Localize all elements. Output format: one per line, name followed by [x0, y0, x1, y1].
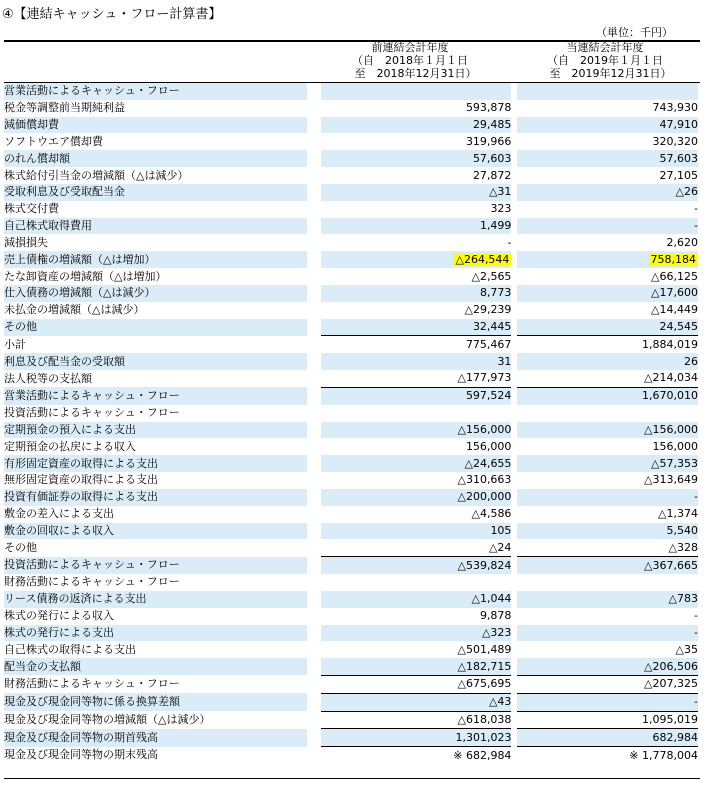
column-gap	[307, 405, 321, 422]
current-period-value: 1,670,010	[517, 387, 698, 404]
prev-period-value	[321, 83, 512, 100]
row-label: 自己株式の取得による支出	[4, 642, 136, 656]
table-row	[4, 591, 698, 608]
column-gap	[307, 302, 321, 319]
prev-period-value: △177,973	[457, 371, 512, 385]
row-label: 敷金の差入による支出	[4, 507, 114, 521]
table-row	[4, 336, 698, 353]
row-label: 定期預金の預入による支出	[4, 422, 307, 439]
current-period-value: -	[694, 202, 698, 216]
current-period-value: 1,884,019	[517, 336, 698, 353]
column-gap	[307, 353, 321, 370]
prev-period-value: △2,565	[471, 269, 512, 283]
prev-period-value: △4,586	[471, 507, 512, 521]
current-period-value: -	[517, 625, 698, 642]
column-gap	[307, 234, 321, 251]
prev-period-value: △43	[321, 693, 512, 711]
row-label: 定期預金の払戻による収入	[4, 439, 136, 453]
current-period-value: 156,000	[652, 439, 698, 453]
prev-period-value: 8,773	[321, 285, 512, 302]
table-row	[4, 422, 698, 439]
row-label: その他	[4, 319, 307, 336]
current-period-value: 743,930	[652, 101, 698, 115]
column-gap	[307, 387, 321, 404]
row-label: のれん償却額	[4, 150, 307, 167]
current-period-value	[517, 574, 698, 591]
table-row	[4, 150, 698, 167]
column-gap	[307, 747, 321, 764]
column-gap	[307, 489, 321, 506]
prev-period-value: 9,878	[479, 609, 512, 623]
current-period-value: △17,600	[517, 285, 698, 302]
table-row	[4, 167, 698, 184]
table-row	[4, 557, 698, 574]
table-row	[4, 133, 698, 150]
row-label: 減価償却費	[4, 117, 307, 134]
column-gap	[307, 218, 321, 235]
prev-period-value: △29,239	[464, 303, 512, 317]
row-label: 現金及び現金同等物に係る換算差額	[4, 693, 307, 711]
row-label: 売上債権の増減額（△は増加）	[4, 251, 307, 268]
column-gap	[307, 319, 321, 336]
prev-period-value: △200,000	[321, 489, 512, 506]
row-label: 財務活動によるキャッシュ・フロー	[4, 575, 180, 589]
column-gap	[307, 574, 321, 591]
row-label: 未払金の増減額（△は減少）	[4, 303, 145, 317]
column-gap	[307, 167, 321, 184]
prev-period-value: 1,499	[321, 218, 512, 235]
table-row	[4, 83, 698, 100]
current-period-value: △214,034	[644, 371, 698, 385]
column-gap	[307, 438, 321, 455]
table-row	[4, 506, 698, 523]
column-gap	[307, 711, 321, 729]
column-gap	[307, 150, 321, 167]
table-row	[4, 658, 698, 675]
column-gap	[307, 422, 321, 439]
prev-period-value: △539,824	[321, 557, 512, 574]
prev-period-value: 1,301,023	[321, 729, 512, 747]
table-row	[4, 693, 698, 711]
prev-period-value: △501,489	[457, 642, 512, 656]
table-row	[4, 747, 698, 764]
current-period-value: △1,374	[658, 507, 698, 521]
current-period-value: 320,320	[652, 134, 698, 148]
prev-period-value: 323	[490, 202, 512, 216]
prev-period-value: 31	[321, 353, 512, 370]
row-label: 無形固定資産の取得による支出	[4, 473, 158, 487]
column-gap	[307, 285, 321, 302]
table-row	[4, 117, 698, 134]
row-label: 財務活動によるキャッシュ・フロー	[4, 677, 180, 691]
current-period-value: 57,603	[517, 150, 698, 167]
row-label: 利息及び配当金の受取額	[4, 353, 307, 370]
row-label: 株式の発行による支出	[4, 625, 307, 642]
current-period-value	[517, 83, 698, 100]
cash-flow-table-body	[4, 83, 698, 764]
prev-period-value: 27,872	[472, 168, 512, 182]
table-row	[4, 455, 698, 472]
current-period-value: 24,545	[517, 319, 698, 336]
row-label: 営業活動によるキャッシュ・フロー	[4, 83, 307, 100]
column-gap	[307, 557, 321, 574]
statement-title: ④【連結キャッシュ・フロー計算書】	[2, 7, 222, 22]
table-row	[4, 574, 698, 591]
prev-period-value: △182,715	[321, 658, 512, 675]
row-label: 投資有価証券の取得による支出	[4, 489, 307, 506]
row-label: 配当金の支払額	[4, 658, 307, 675]
highlighted-value: 758,184	[650, 252, 696, 266]
current-period-value: -	[517, 693, 698, 711]
row-label: 税金等調整前当期純利益	[4, 101, 125, 115]
table-row	[4, 711, 698, 729]
prev-period-value: 156,000	[465, 439, 512, 453]
prev-period-value: ※ 682,984	[321, 747, 512, 764]
prev-period-value: 32,445	[321, 319, 512, 336]
column-gap	[307, 184, 321, 201]
current-period-value: △156,000	[517, 422, 698, 439]
current-period-to: 至 2019年12月31日）	[538, 67, 672, 80]
table-row	[4, 218, 698, 235]
column-gap	[307, 133, 321, 150]
table-row	[4, 675, 698, 693]
highlighted-value: △264,544	[455, 252, 510, 266]
column-gap	[307, 693, 321, 711]
current-period-value: -	[517, 489, 698, 506]
row-label: 受取利息及び受取配当金	[4, 184, 307, 201]
current-period-value: 47,910	[517, 117, 698, 134]
column-gap	[307, 523, 321, 540]
row-label: ソフトウエア償却費	[4, 134, 103, 148]
column-gap	[307, 268, 321, 285]
prev-period-from: （自 2018年１月１日	[352, 54, 468, 67]
current-period-value: △14,449	[651, 303, 698, 317]
row-label: 株式の発行による収入	[4, 609, 114, 623]
current-period-value	[517, 405, 698, 422]
prev-period-value: △310,663	[457, 473, 512, 487]
prev-period-value: △156,000	[321, 422, 512, 439]
row-label: その他	[4, 541, 37, 555]
prev-period-value: 29,485	[321, 117, 512, 134]
column-gap	[307, 472, 321, 489]
row-label: 株式交付費	[4, 202, 59, 216]
prev-period-value: △24	[488, 540, 512, 554]
column-gap	[307, 608, 321, 625]
row-label: 現金及び現金同等物の増減額（△は減少）	[4, 713, 211, 727]
column-gap	[307, 506, 321, 523]
table-row	[4, 184, 698, 201]
current-period-value: △207,325	[517, 675, 698, 693]
row-label: 有形固定資産の取得による支出	[4, 455, 307, 472]
table-row	[4, 251, 698, 268]
current-period-value: △35	[675, 642, 698, 656]
current-period-value: △783	[517, 591, 698, 608]
current-period-label: 当連結会計年度	[566, 41, 644, 54]
current-period-value: △26	[517, 184, 698, 201]
column-gap	[307, 641, 321, 658]
current-period-value: ※ 1,778,004	[517, 747, 698, 764]
prev-period-value: -	[507, 235, 512, 249]
table-row	[4, 268, 698, 285]
row-label: 営業活動によるキャッシュ・フロー	[4, 387, 307, 404]
row-label: リース債務の返済による支出	[4, 591, 307, 608]
prev-period-value: △1,044	[321, 591, 512, 608]
bottom-rule	[4, 778, 700, 779]
prev-period-value: 775,467	[321, 336, 512, 353]
column-gap	[307, 539, 321, 556]
current-period-value: △206,506	[517, 658, 698, 675]
table-row	[4, 438, 698, 455]
cash-flow-table	[4, 83, 698, 764]
row-label: 現金及び現金同等物の期首残高	[4, 729, 307, 747]
prev-period-header	[320, 41, 500, 80]
prev-period-value: 593,878	[465, 101, 512, 115]
table-row	[4, 370, 698, 387]
current-period-value: 27,105	[659, 168, 698, 182]
row-label: 投資活動によるキャッシュ・フロー	[4, 557, 307, 574]
current-period-value: 26	[517, 353, 698, 370]
current-period-value: △367,665	[517, 557, 698, 574]
unit-label: （単位：千円）	[596, 26, 673, 39]
row-label: 投資活動によるキャッシュ・フロー	[4, 406, 180, 420]
current-period-value: △328	[668, 540, 698, 554]
column-gap	[307, 658, 321, 675]
column-gap	[307, 591, 321, 608]
current-period-value: 1,095,019	[517, 711, 698, 729]
current-period-from: （自 2019年１月１日	[547, 54, 663, 67]
prev-period-value	[321, 574, 512, 591]
current-period-value: -	[517, 218, 698, 235]
row-label: 株式給付引当金の増減額（△は減少）	[4, 168, 189, 182]
column-gap	[307, 625, 321, 642]
prev-period-value	[321, 405, 512, 422]
current-period-value: △57,353	[517, 455, 698, 472]
prev-period-value: 57,603	[321, 150, 512, 167]
column-gap	[307, 675, 321, 693]
column-gap	[307, 83, 321, 100]
current-period-value: 2,620	[666, 235, 698, 249]
prev-period-value: △31	[321, 184, 512, 201]
prev-period-to: 至 2018年12月31日）	[343, 67, 477, 80]
row-label: 小計	[4, 337, 26, 351]
column-gap	[307, 455, 321, 472]
row-label: 自己株式取得費用	[4, 218, 307, 235]
current-period-value: 682,984	[517, 729, 698, 747]
prev-period-value: △618,038	[321, 711, 512, 729]
row-label: 敷金の回収による収入	[4, 523, 307, 540]
table-row	[4, 100, 698, 117]
prev-period-value: 319,966	[465, 134, 512, 148]
row-label: 現金及び現金同等物の期末残高	[4, 748, 158, 762]
table-row	[4, 234, 698, 251]
prev-period-value: △323	[321, 625, 512, 642]
table-row	[4, 285, 698, 302]
table-row	[4, 729, 698, 747]
table-row	[4, 523, 698, 540]
row-label: たな卸資産の増減額（△は増加）	[4, 269, 167, 283]
table-row	[4, 472, 698, 489]
column-gap	[307, 100, 321, 117]
prev-period-value: △675,695	[321, 675, 512, 693]
current-period-value: △66,125	[651, 269, 698, 283]
current-period-value: △313,649	[644, 473, 698, 487]
row-label: 減損損失	[4, 235, 48, 249]
column-gap	[307, 251, 321, 268]
current-period-value: -	[694, 609, 698, 623]
table-row	[4, 489, 698, 506]
table-row	[4, 353, 698, 370]
table-row	[4, 641, 698, 658]
current-period-header	[515, 41, 695, 80]
column-gap	[307, 370, 321, 387]
table-row	[4, 405, 698, 422]
column-gap	[307, 336, 321, 353]
table-row	[4, 608, 698, 625]
row-label: 法人税等の支払額	[4, 371, 92, 385]
table-row	[4, 625, 698, 642]
table-row	[4, 302, 698, 319]
table-row	[4, 319, 698, 336]
table-row	[4, 201, 698, 218]
table-row	[4, 539, 698, 556]
column-gap	[307, 201, 321, 218]
current-period-value: 5,540	[517, 523, 698, 540]
current-period-value	[517, 251, 698, 268]
column-gap	[307, 117, 321, 134]
row-label: 仕入債務の増減額（△は減少）	[4, 285, 307, 302]
prev-period-value: 105	[321, 523, 512, 540]
prev-period-value	[321, 251, 512, 268]
prev-period-value: 597,524	[321, 387, 512, 404]
table-row	[4, 387, 698, 404]
prev-period-value: △24,655	[321, 455, 512, 472]
prev-period-label: 前連結会計年度	[371, 41, 449, 54]
column-gap	[307, 729, 321, 747]
